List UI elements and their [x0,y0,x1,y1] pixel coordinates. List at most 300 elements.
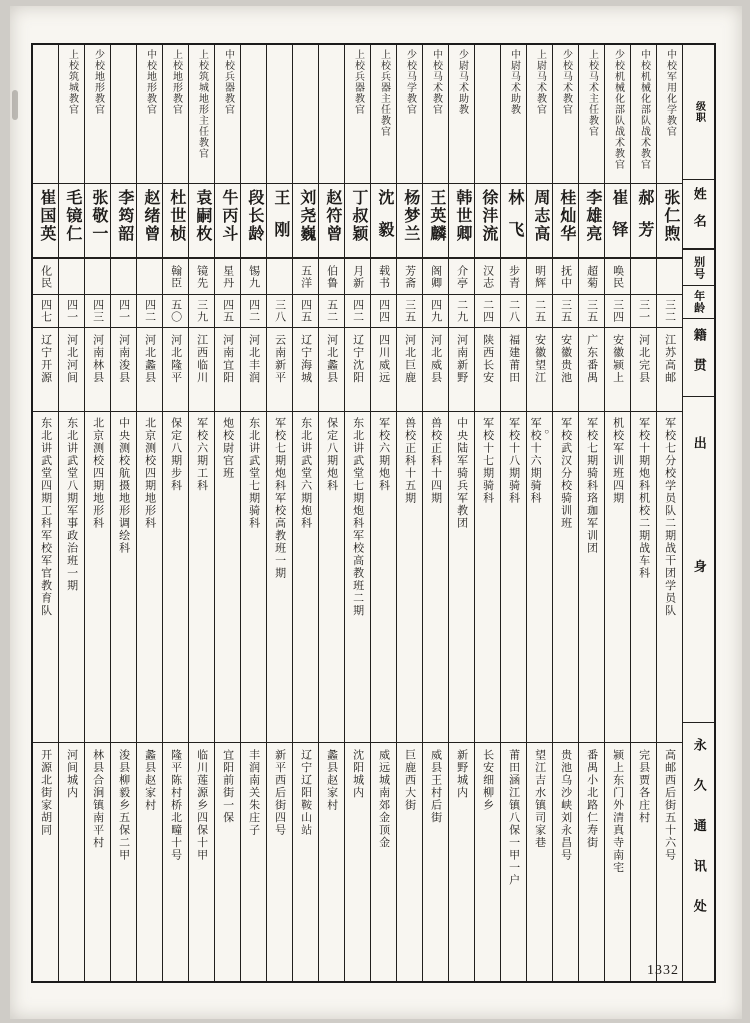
address-cell-text: 开源北街家胡同 [39,749,52,837]
native-place-cell [111,328,136,412]
age-cell-text: 四二 [247,299,260,323]
rank-cell-text: 少校马术教官 [560,49,572,115]
origin-cell [293,412,318,743]
origin-cell-text: 中央测校航摄地形调绘科 [117,417,130,555]
age-cell [657,295,682,328]
name-cell-text: 张仁煦 [661,189,679,243]
header-name-label: 姓名 [691,186,707,242]
native-place-cell-text: 安徽颍上 [611,334,624,384]
alias-cell [475,259,500,295]
age-cell [85,295,110,328]
age-cell-text: 四三 [91,299,104,323]
address-cell-text: 宜阳前街一保 [221,749,234,824]
age-cell [319,295,344,328]
age-cell-text: 四一 [117,299,130,323]
origin-cell [475,412,500,743]
address-cell [527,743,552,981]
address-cell [605,743,630,981]
address-cell-text: 林县合涧镇南平村 [91,749,104,849]
age-cell [475,295,500,328]
address-cell [449,743,474,981]
rank-cell [293,45,318,184]
native-place-cell-text: 安徽贵池 [559,334,572,384]
address-cell-text: 望江吉水镇司家巷 [533,749,546,849]
name-cell-text: 刘尧巍 [297,189,315,243]
native-place-cell-text: 辽宁开源 [39,334,52,384]
native-place-cell-text: 河北丰润 [247,334,260,384]
age-cell-text: 三一 [637,299,650,323]
native-place-cell [267,328,292,412]
native-place-cell-text: 江苏高邮 [663,334,676,384]
origin-cell-text: 东北讲武堂七期炮科军校高教班二期 [351,417,364,617]
origin-cell-text: 军校六期工科 [195,417,208,492]
name-cell-text: 袁嗣枚 [193,189,211,243]
alias-cell-text: 芳斋 [403,264,416,289]
rank-cell-text: 少校马学教官 [404,49,416,115]
age-cell-text: 五二 [325,299,338,323]
rank-cell-text: 中校机械化部队战术教官 [638,49,650,170]
age-cell [397,295,422,328]
age-cell-text: 四一 [65,299,78,323]
name-cell [111,184,136,259]
age-cell-text: 三五 [585,299,598,323]
name-cell [215,184,240,259]
alias-cell-text: 载书 [377,264,390,289]
origin-cell [397,412,422,743]
alias-cell-text: 超菊 [585,264,598,289]
person-column [552,45,578,981]
name-cell [267,184,292,259]
native-place-cell [59,328,84,412]
rank-cell [241,45,266,184]
header-native-label: 籍贯 [691,327,707,388]
address-cell [345,743,370,981]
age-cell-text: 二九 [455,299,468,323]
age-cell [345,295,370,328]
name-cell-text: 王刚 [271,189,289,253]
name-cell-text: 李雄亮 [583,189,601,243]
person-column [33,45,58,981]
alias-cell [59,259,84,295]
age-cell [527,295,552,328]
address-cell-text: 番禺小北路仁寿街 [585,749,598,849]
age-cell-text: 二五 [533,299,546,323]
origin-cell-text: 兽校正科十五期 [403,417,416,505]
rank-cell [631,45,656,184]
origin-cell [631,412,656,743]
address-cell-text: 隆平陈村桥北疃十号 [169,749,182,862]
address-cell-text: 辽宁辽阳鞍山站 [299,749,312,837]
native-place-cell [215,328,240,412]
person-column [474,45,500,981]
origin-cell [215,412,240,743]
name-cell [631,184,656,259]
address-cell-text: 新平西后街四号 [273,749,286,837]
address-cell [137,743,162,981]
native-place-cell-text: 河南宜阳 [221,334,234,384]
origin-cell-text: 军校七期骑科珞珈军训团 [585,417,598,555]
alias-cell-text: 伯鲁 [325,264,338,289]
name-cell-text: 段长龄 [245,189,263,243]
name-cell-text: 杨梦兰 [401,189,419,243]
rank-cell [397,45,422,184]
origin-cell-text: 北京测校四期地形科 [91,417,104,530]
origin-cell [605,412,630,743]
origin-cell [241,412,266,743]
origin-cell-text: 保定八期步科 [169,417,182,492]
native-place-cell [137,328,162,412]
alias-cell [189,259,214,295]
rank-cell-text: 少尉马术助教 [456,49,468,115]
native-place-cell-text: 河南新野 [455,334,468,384]
age-cell-text: 四九 [429,299,442,323]
name-cell [85,184,110,259]
address-cell [241,743,266,981]
header-age-cell [683,286,714,319]
name-cell-text: 桂灿华 [557,189,575,243]
age-cell [501,295,526,328]
person-column [292,45,318,981]
age-cell-text: 四五 [299,299,312,323]
address-cell-text: 河间城内 [65,749,78,799]
age-cell [215,295,240,328]
name-cell [501,184,526,259]
native-place-cell [241,328,266,412]
name-cell-text: 赵绪曾 [141,189,159,243]
rank-cell [657,45,682,184]
name-cell-text: 沈毅 [375,189,393,253]
origin-cell [59,412,84,743]
rank-cell [553,45,578,184]
age-cell [553,295,578,328]
person-column [188,45,214,981]
native-place-cell [189,328,214,412]
rank-cell [501,45,526,184]
native-place-cell [605,328,630,412]
age-cell-text: 四四 [377,299,390,323]
age-cell-text: 三五 [559,299,572,323]
alias-cell [163,259,188,295]
rank-cell [475,45,500,184]
rank-cell-text: 上校筑城教官 [66,49,78,115]
name-cell [33,184,58,259]
address-cell [215,743,240,981]
alias-cell [501,259,526,295]
age-cell-text: 三四 [611,299,624,323]
rank-cell [189,45,214,184]
address-cell-text: 长安细柳乡 [481,749,494,812]
name-cell [319,184,344,259]
native-place-cell-text: 辽宁沈阳 [351,334,364,384]
rank-cell-text: 上校筑城地形主任教官 [196,49,208,159]
person-column [214,45,240,981]
age-cell [631,295,656,328]
alias-cell [111,259,136,295]
person-column [422,45,448,981]
rank-cell [527,45,552,184]
alias-cell [241,259,266,295]
alias-cell-text: 星丹 [221,264,234,289]
alias-cell [605,259,630,295]
origin-cell [137,412,162,743]
native-place-cell [345,328,370,412]
name-cell [475,184,500,259]
rank-cell [267,45,292,184]
native-place-cell-text: 广东番禺 [585,334,598,384]
origin-cell-text: 兽校正科十四期 [429,417,442,505]
origin-cell [501,412,526,743]
origin-cell [267,412,292,743]
person-column [396,45,422,981]
header-address-cell [683,723,714,955]
native-place-cell-text: 河北河间 [65,334,78,384]
native-place-cell-text: 辽宁海城 [299,334,312,384]
alias-cell [267,259,292,295]
alias-cell-text: 介亭 [455,264,468,289]
age-cell [371,295,396,328]
alias-cell [293,259,318,295]
address-cell-text: 丰润南关朱庄子 [247,749,260,837]
rank-cell-text: 上校马术主任教官 [586,49,598,137]
person-column [578,45,604,981]
origin-cell [345,412,370,743]
address-cell-text: 临川莲源乡四保十甲 [195,749,208,862]
native-place-cell [319,328,344,412]
age-cell [449,295,474,328]
name-cell [59,184,84,259]
header-native-cell [683,319,714,397]
origin-cell-text: 军校十七期骑科 [481,417,494,505]
name-cell-text: 徐沣流 [479,189,497,243]
origin-cell-text: 军校十期炮科机校二期战车科 [637,417,650,580]
rank-cell-text: 上校兵器教官 [352,49,364,115]
name-cell [371,184,396,259]
name-cell [397,184,422,259]
address-cell [85,743,110,981]
native-place-cell-text: 河北威县 [429,334,442,384]
origin-cell-text: 炮校尉官班 [221,417,234,480]
native-place-cell [475,328,500,412]
header-age-label: 年龄 [692,290,705,314]
native-place-cell-text: 四川威远 [377,334,390,384]
alias-cell-text: 抚中 [559,264,572,289]
scan-smudge [12,90,18,120]
address-cell-text: 新野城内 [455,749,468,799]
name-cell [449,184,474,259]
native-place-cell-text: 云南新平 [273,334,286,384]
name-cell-text: 赵符曾 [323,189,341,243]
page-number: 1332 [647,963,679,978]
alias-cell [527,259,552,295]
native-place-cell-text: 河北蠡县 [143,334,156,384]
alias-cell-text: 明辉 [533,264,546,289]
name-cell [345,184,370,259]
name-cell [579,184,604,259]
person-column [630,45,656,981]
origin-cell [371,412,396,743]
origin-cell [163,412,188,743]
header-name-cell [683,180,714,250]
person-column [110,45,136,981]
age-cell-text: 四二 [351,299,364,323]
rank-cell-text: 中尉马术助教 [508,49,520,115]
origin-cell [319,412,344,743]
name-cell [527,184,552,259]
person-column [240,45,266,981]
name-cell-text: 毛镜仁 [63,189,81,243]
address-cell [579,743,604,981]
header-rank-cell [683,45,714,180]
alias-cell [215,259,240,295]
origin-cell-text: 军校七分校学员队二期战干团学员队 [663,417,676,617]
age-cell [137,295,162,328]
person-column [318,45,344,981]
origin-cell-text: 军校武汉分校骑训班 [559,417,572,530]
native-place-cell [657,328,682,412]
age-cell-text: 二四 [481,299,494,323]
address-cell [267,743,292,981]
name-cell-text: 杜世桢 [167,189,185,243]
name-cell [605,184,630,259]
native-place-cell [293,328,318,412]
header-origin-cell [683,397,714,723]
rank-cell-text: 中校地形教官 [144,49,156,115]
alias-cell-text: 化民 [39,264,52,289]
address-cell-text: 蠡县赵家村 [325,749,338,812]
rank-cell [605,45,630,184]
person-column [84,45,110,981]
name-cell-text: 丁叔颖 [349,189,367,243]
age-cell-text: 三二 [663,299,676,323]
alias-cell-text: 五洋 [299,264,312,289]
age-cell-text: 四二 [143,299,156,323]
rank-cell-text: 少校机械化部队战术教官 [612,49,624,170]
address-cell [657,743,682,981]
age-cell-text: 三五 [403,299,416,323]
age-cell-text: 五〇 [169,299,182,323]
name-cell-text: 张敬一 [89,189,107,243]
alias-cell [657,259,682,295]
origin-cell-text: 军校十八期骑科 [507,417,520,505]
origin-cell-text: 东北讲武堂六期炮科 [299,417,312,530]
person-column [266,45,292,981]
rank-cell [579,45,604,184]
rank-cell [59,45,84,184]
native-place-cell-text: 江西临川 [195,334,208,384]
age-cell [241,295,266,328]
rank-cell [423,45,448,184]
rank-cell [33,45,58,184]
alias-cell-text: 阁卿 [429,264,442,289]
origin-cell [33,412,58,743]
age-cell-text: 三九 [195,299,208,323]
native-place-cell-text: 河南浚县 [117,334,130,384]
address-cell [475,743,500,981]
alias-cell [345,259,370,295]
origin-cell-text: 军校六期炮科 [377,417,390,492]
age-cell [189,295,214,328]
origin-cell [85,412,110,743]
name-cell [241,184,266,259]
origin-cell [449,412,474,743]
origin-cell [189,412,214,743]
rank-cell [215,45,240,184]
address-cell [397,743,422,981]
name-cell [163,184,188,259]
header-rank-label: 级职 [693,101,705,123]
native-place-cell-text: 河北巨鹿 [403,334,416,384]
person-column [370,45,396,981]
person-column [58,45,84,981]
rank-cell [85,45,110,184]
native-place-cell-text: 河南林县 [91,334,104,384]
address-cell-text: 威远城南郊金顶金 [377,749,390,849]
age-cell-text: 三八 [273,299,286,323]
alias-cell [553,259,578,295]
name-cell [657,184,682,259]
native-place-cell [33,328,58,412]
origin-cell-text: 军校七期炮科军校高教班一期 [273,417,286,580]
address-cell [189,743,214,981]
native-place-cell [397,328,422,412]
alias-cell-text: 锡九 [247,264,260,289]
age-cell [111,295,136,328]
header-address-label: 永久通讯处 [691,738,707,940]
person-column [344,45,370,981]
age-cell [423,295,448,328]
age-cell [267,295,292,328]
scanned-page [10,6,742,1019]
native-place-cell [163,328,188,412]
origin-cell-text: 北京测校四期地形科 [143,417,156,530]
name-cell [293,184,318,259]
person-column [500,45,526,981]
origin-cell [553,412,578,743]
name-cell-text: 周志高 [531,189,549,243]
address-cell [111,743,136,981]
address-cell-text: 蠡县赵家村 [143,749,156,812]
header-alias-label: 别号 [692,255,705,280]
native-place-cell [85,328,110,412]
age-cell [605,295,630,328]
rank-cell [163,45,188,184]
rank-cell [345,45,370,184]
person-column [656,45,682,981]
age-cell [163,295,188,328]
age-cell [33,295,58,328]
origin-cell [423,412,448,743]
native-place-cell [371,328,396,412]
origin-cell-text: 保定八期炮科 [325,417,338,492]
address-cell-text: 完县贾各庄村 [637,749,650,824]
alias-cell [319,259,344,295]
address-cell [423,743,448,981]
native-place-cell-text: 安徽望江 [533,334,546,384]
origin-cell-text: 东北讲武堂七期骑科 [247,417,260,530]
address-cell [501,743,526,981]
native-place-cell [579,328,604,412]
alias-cell [33,259,58,295]
age-cell [59,295,84,328]
alias-cell-text: 月新 [351,264,364,289]
name-cell [553,184,578,259]
alias-cell [371,259,396,295]
person-column [162,45,188,981]
origin-cell [111,412,136,743]
origin-cell [579,412,604,743]
name-cell-text: 郝芳 [635,189,653,253]
origin-cell-text: 军校十六期骑科 [529,417,542,505]
